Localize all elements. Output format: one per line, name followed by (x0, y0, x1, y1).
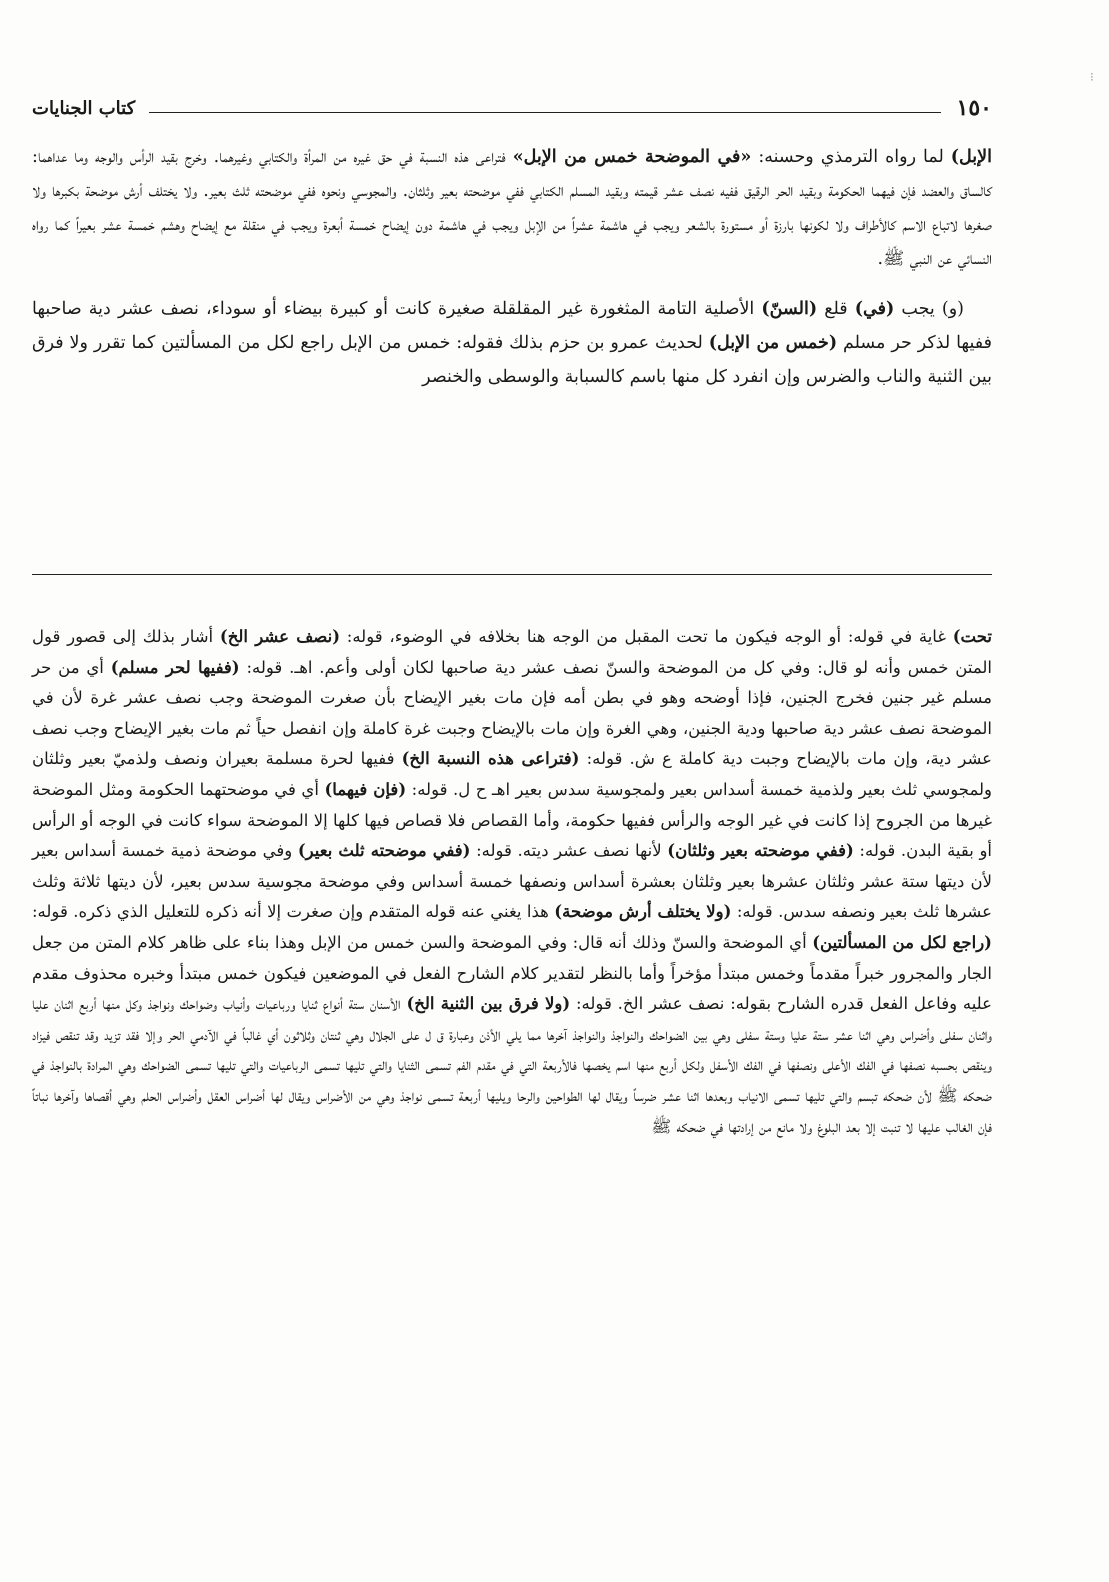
bold-text-run: (ففي موضحته ثلث بعير) (297, 841, 471, 861)
text-run: الأسنان ستة أنواع ثنايا ورباعيات وأنياب وضواحك ونواجذ وكل منها أربع اثنان عليا واثنان سفلى وأضراس وهي اثنا عشر ستة عليا وستة سفلى وهي بين الضواحك والنواجذ والنواجذ آخرها مما يلي الأذن وعبارة ق ل على الجلال وهي ثنتان وثلاثون أي غالباً في الآدمي الحر وإلا فقد تزيد وقد تنقص فيزاد وينقص بحسبه نصفها في الفك الأعلى ونصفها في الفك الأسفل ولكل أربع منها اسم يخصها فالأربعة التي في مقدم الفم تسمى الثنايا والتي تليها تسمى الرباعيات والتي تليها تسمى الضواحك وهي المرادة بالنواجذ في ضحكه ﷺ لأن ضحكه تبسم والتي تليها تسمى الانياب وبعدها اثنا عشر ضرساً ويقال لها الطواحين والرحا ويليها أربعة تسمى نواجذ وهي من الأضراس ويقال لها أضراس العقل وأضراس الحلم وهي أقصاها وآخرها نباتاً فإن الغالب عليها لا تنبت إلا بعد البلوغ ولا مانع من إرادتها في ضحكه ﷺ (32, 994, 992, 1136)
bold-text-run: (ففي موضحته بعير وثلثان) (667, 841, 854, 861)
bold-text-run: (ولا يختلف أرش موضحة) (554, 902, 732, 922)
commentary-text (32, 622, 992, 1142)
text-run: فتراعى هذه النسبة في حق غيره من المرأة والكتابي وغيرهما. وخرج بقيد الرأس والوجه وما عداهما: كالساق والعضد فإن فيهما الحكومة وبقيد الحر الرقيق ففيه نصف عشر قيمته وبقيد المسلم الكتابي ففي موضحته بعير وثلثان. والمجوسي ونحوه ففي موضحته ثلث بعير. ولا يختلف أرش موضحة بكبرها ولا صغرها لاتباع الاسم كالأطراف ولا لكونها بارزة أو مستورة بالشعر ويجب في هاشمة عشراً من الإبل ويجب في هاشمة دون إيضاح خمسة أبعرة ويجب في منقلة مع إيضاح وهشم خمسة عشر بعيراً كما رواه النسائي عن النبي ﷺ. (32, 147, 992, 269)
text-run: غاية في قوله: أو الوجه فيكون ما تحت المقبل من الوجه هنا بخلافه في الوضوء، قوله: (340, 627, 953, 646)
bold-text-run: (راجع لكل من المسألتين) (812, 932, 992, 952)
text-run: أشار بذلك إلى قصور قول المتن خمس وأنه لو قال: وفي كل من الموضحة والسنّ نصف عشر دية صاحبها لكان أولى وأعم. اهـ. قوله: (32, 627, 992, 677)
bold-text-run: «في الموضحة خمس من الإبل» (512, 147, 752, 167)
bold-text-run: (السنّ) (761, 299, 818, 319)
bold-text-run: (خمس من الإبل) (708, 333, 838, 353)
bold-text-run: (ففيها لحر مسلم) (110, 657, 240, 677)
text-run: (و) يجب (894, 299, 964, 319)
bold-text-run: الإبل) (950, 147, 992, 167)
text-run: لما رواه الترمذي وحسنه: (751, 147, 951, 167)
text-run: الأصلية التامة المثغورة غير المقلقلة صغيرة كانت أو كبيرة بيضاء أو سوداء، نصف عشر دية صاحبها ففيها لذكر حر مسلم (32, 299, 992, 353)
text-run: أي في موضحتهما الحكومة ومثل الموضحة غيرها من الجروح إذا كانت في غير الوجه والرأس ففيها حكومة، وأما القصاص فلا قصاص فيها كلها إلا الموضحة سواء كانت في الوجه أو الرأس أو بقية البدن. قوله: (32, 779, 992, 861)
bold-text-run: تحت) (952, 627, 992, 646)
commentary-paragraph (32, 622, 992, 1142)
page-edge-mark: ⁝ (1090, 70, 1094, 84)
text-run: لأنها نصف عشر ديته. قوله: (470, 841, 668, 861)
bold-text-run: (فإن فيهما) (324, 779, 407, 799)
text-run: ففيها لحرة مسلمة بعيران ونصف ولذميّ بعير وثلثان ولمجوسي ثلث بعير ولذمية خمسة أسداس بعير ولمجوسية سدس بعير اهـ ح ل. قوله: (32, 749, 992, 799)
text-run: هذا يغني عنه قوله المتقدم وإن صغرت إلا أنه ذكره للتعليل الذي ذكره. قوله: (32, 902, 555, 922)
bold-text-run: (فتراعى هذه النسبة الخ) (401, 749, 580, 769)
page-number: ١٥٠ (956, 95, 992, 121)
main-paragraph-2 (32, 292, 992, 394)
text-run: لحديث عمرو بن حزم بذلك فقوله: خمس من الإبل راجع لكل من المسألتين كما تقرر ولا فرق بين الثنية والناب والضرس وإن انفرد كل منها باسم كالسبابة والوسطى والخنصر (32, 333, 992, 387)
text-run: قلع (817, 299, 855, 319)
main-paragraph-1 (32, 140, 992, 276)
text-run: وفي موضحة ذمية خمسة أسداس بعير لأن ديتها ستة عشر وثلثان عشرها بعير وثلثان بعشرة أسداس ونصفها خمسة أسداس وفي موضحة مجوسية سدس بعير، لأن ديتها ثلاثة وثلث عشرها ثلث بعير ونصفه سدس. قوله: (32, 841, 992, 922)
bold-text-run: (ولا فرق بين الثنية الخ) (406, 994, 571, 1014)
text-run: أي من حر مسلم غير جنين فخرج الجنين، فإذا أوضحه وهو في بطن أمه فإن مات بغير الإيضاح بأن صغرت الموضحة وجب نصف عشر غرة لأن في الموضحة نصف عشر دية صاحبها ودية الجنين، وهي الغرة وإن مات بالإيضاح وجبت غرة كاملة وإن انفصل حياً ثم مات بغير الإيضاح وجب نصف عشر دية، وإن مات بالإيضاح وجبت دية كاملة ع ش. قوله: (32, 657, 993, 769)
bold-text-run: (في) (854, 299, 895, 319)
main-text (32, 140, 992, 394)
bold-text-run: (نصف عشر الخ) (219, 627, 340, 646)
page-header (32, 92, 992, 124)
book-title: كتاب الجنايات (32, 97, 136, 119)
text-run: أي الموضحة والسنّ وذلك أنه قال: وفي الموضحة والسن خمس من الإبل وهذا بناء على ظاهر كلام المتن من جعل الجار والمجرور خبراً مقدماً وخمس مبتدأ مؤخراً وأما بالنظر لتقدير كلام الشارح الفعل في الموضعين فيكون خمس مبتدأ وخبره محذوف مقدم عليه وفاعل الفعل قدره الشارح بقوله: نصف عشر الخ. قوله: (32, 932, 992, 1014)
header-rule (149, 112, 940, 113)
footnote-divider (32, 574, 992, 575)
